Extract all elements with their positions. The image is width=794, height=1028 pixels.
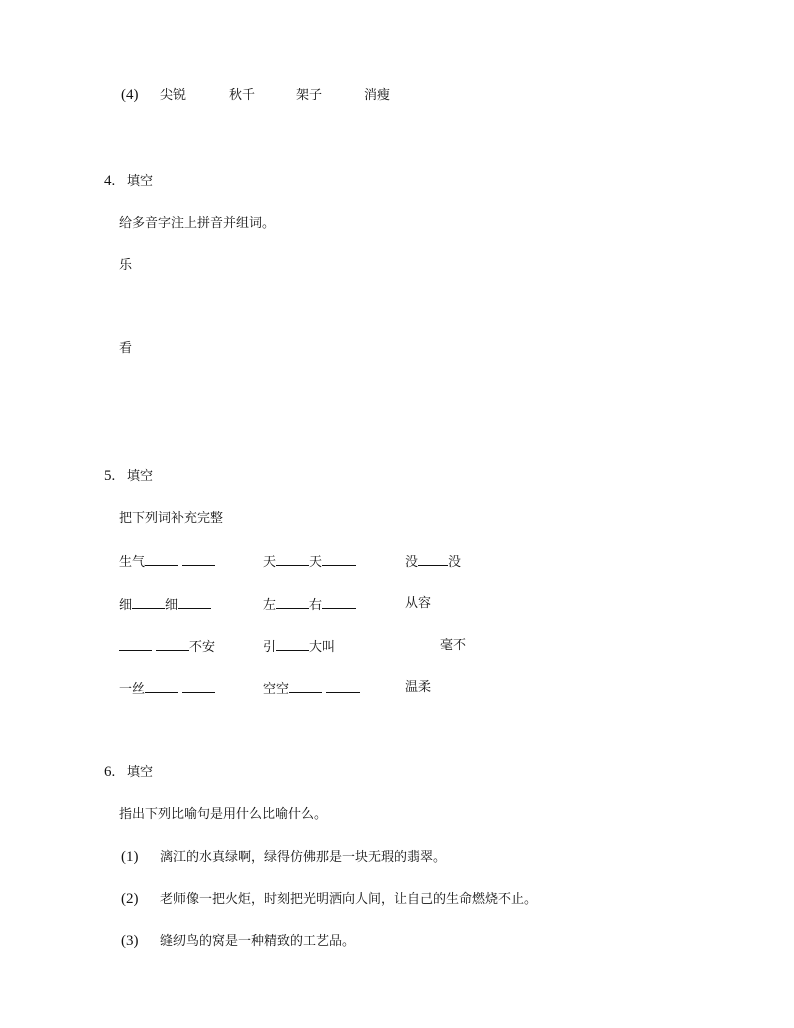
blank[interactable] [182,680,215,693]
word: 尖锐 [160,88,187,103]
blank[interactable] [182,553,215,566]
fill-item: 天 天 [263,553,356,571]
word: 秋千 [229,88,256,103]
item-number: (3) [121,933,139,949]
question-number: 4. [104,173,116,189]
blank[interactable] [276,638,309,651]
item-number: (2) [121,891,139,907]
fill-item: 一丝 [119,680,215,698]
item-number: (4) [121,87,139,103]
fill-item: 生气 [119,553,215,571]
fill-item: 温柔 [405,680,432,695]
fill-item: 细 细 [119,596,211,614]
fill-item: 不安 [119,638,215,656]
blank[interactable] [119,638,152,651]
polyphone-char: 看 [119,341,133,356]
fill-item: 左 右 [263,596,356,614]
blank[interactable] [276,553,309,566]
blank[interactable] [145,553,178,566]
blank[interactable] [326,680,360,693]
item-sentence: 老师像一把火炬，时刻把光明洒向人间，让自己的生命燃烧不止。 [160,892,538,907]
blank[interactable] [322,553,356,566]
question-instruction: 指出下列比喻句是用什么比喻什么。 [119,807,328,822]
item-number: (1) [121,849,139,865]
item-sentence: 漓江的水真绿啊，绿得仿佛那是一块无瑕的翡翠。 [160,850,447,865]
blank[interactable] [178,596,211,609]
polyphone-char: 乐 [119,258,133,273]
question-number: 5. [104,468,116,484]
fill-item: 引 大叫 [263,640,336,655]
fill-item: 空空 [263,680,360,698]
question-title: 填空 [127,469,154,484]
question-title: 填空 [127,765,154,780]
item-sentence: 缝纫鸟的窝是一种精致的工艺品。 [160,934,356,949]
question-number: 6. [104,764,116,780]
blank[interactable] [276,596,309,609]
fill-item: 从容 [405,596,432,611]
blank[interactable] [156,638,189,651]
blank[interactable] [418,553,448,566]
question-instruction: 把下列词补充完整 [119,511,224,526]
fill-item: 没 没 [405,555,462,570]
question-instruction: 给多音字注上拼音并组词。 [119,216,276,231]
word: 消瘦 [364,88,391,103]
blank[interactable] [145,680,178,693]
blank[interactable] [322,596,356,609]
blank[interactable] [132,596,165,609]
blank[interactable] [289,680,322,693]
fill-item: 毫不 [440,638,467,653]
question-title: 填空 [127,174,154,189]
word: 架子 [296,88,323,103]
